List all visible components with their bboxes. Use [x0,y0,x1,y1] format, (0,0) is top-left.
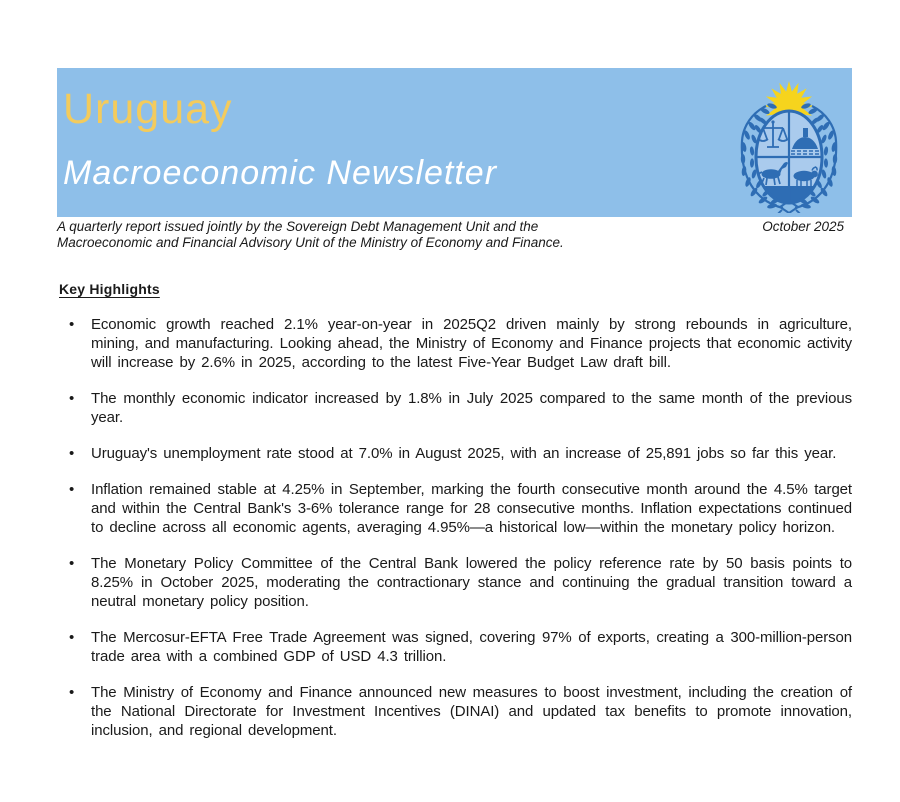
subheader [57,219,852,250]
country-title: Uruguay [63,85,233,133]
newsletter-title: Macroeconomic Newsletter [63,154,498,192]
header-banner [57,68,852,217]
bullet-icon: • [69,445,75,462]
bullet-icon: • [69,316,75,333]
issue-date: October 2025 [762,219,844,234]
uruguay-coat-of-arms-icon [727,81,851,213]
highlight-text: The monthly economic indicator increased by 1.8% in July 2025 compared to the same month of the previous year. [91,390,852,426]
list-item [57,315,852,372]
highlight-text: The Mercosur-EFTA Free Trade Agreement was signed, covering 97% of exports, creating a 300-million-person trade area with a combined GDP of USD 4.3 trillion. [91,629,852,665]
list-item [57,444,852,463]
section-title: Key Highlights [59,281,160,297]
list-item [57,554,852,611]
highlight-text: Economic growth reached 2.1% year-on-year in 2025Q2 driven mainly by strong rebounds in agriculture, mining, and manufacturing. Looking ahead, the Ministry of Economy and Finance projects that economic activity will increase by 2.6% in 2025, according to the latest Five-Year Budget Law draft bill. [91,316,852,371]
bullet-icon: • [69,555,75,572]
bullet-icon: • [69,629,75,646]
highlight-text: Uruguay's unemployment rate stood at 7.0% in August 2025, with an increase of 25,891 jobs so far this year. [91,445,837,462]
bullet-icon: • [69,390,75,407]
bullet-icon: • [69,481,75,498]
list-item [57,683,852,740]
bullet-icon: • [69,684,75,701]
list-item [57,389,852,427]
list-item [57,628,852,666]
highlight-text: Inflation remained stable at 4.25% in September, marking the fourth consecutive month around the 4.5% target and within the Central Bank's 3-6% tolerance range for 28 consecutive months. Inflation expectations continued to decline across all economic agents, averaging 4.95%—a historical low—within the monetary policy horizon. [91,481,852,536]
list-item [57,480,852,537]
highlight-text: The Ministry of Economy and Finance announced new measures to boost investment, including the creation of the National Directorate for Investment Incentives (DINAI) and updated tax benefits to promote innovation, inclusion, and regional development. [91,684,852,739]
highlight-text: The Monetary Policy Committee of the Central Bank lowered the policy reference rate by 50 basis points to 8.25% in October 2025, moderating the contractionary stance and continuing the gradual transition toward a neutral monetary policy position. [91,555,852,610]
report-description: A quarterly report issued jointly by the Sovereign Debt Management Unit and the Macroeconomic and Financial Advisory Unit of the Ministry of Economy and Finance. [57,219,564,250]
highlights-list [57,315,852,740]
key-highlights-section [57,281,852,757]
